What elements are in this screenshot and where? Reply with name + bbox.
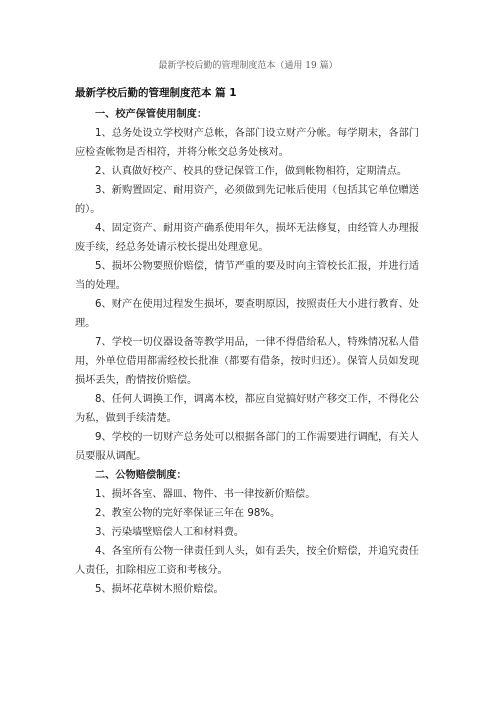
paragraph: 2、教室公物的完好率保证三年在 98%。	[95, 508, 281, 519]
running-header: 最新学校后勤的管理制度范本（通用 19 篇）	[158, 61, 338, 71]
paragraph: 4、固定资产、耐用资产确系使用年久，损坏无法修复，由经管人办理报废手续，经总务处请示校长提出处理意见。	[75, 223, 419, 253]
document-body	[75, 86, 419, 599]
paragraph: 1、损坏各室、器皿、物件、书一律按新价赔偿。	[95, 489, 316, 500]
paragraph: 1、总务处设立学校财产总帐，各部门设立财产分帐。每学期末，各部门应检查帐物是否相符，并将分帐交总务处核对。	[75, 128, 419, 158]
paragraph: 7、学校一切仪器设备等教学用品，一律不得借给私人，特殊情况私人借用，外单位借用都需经校长批准（都要有借条，按时归还）。保管人员如发现损坏丢失，酌情按价赔偿。	[75, 337, 419, 386]
section-custody	[75, 105, 419, 466]
paragraph: 3、污染墙壁赔偿人工和材料费。	[95, 527, 245, 538]
paragraph: 9、学校的一切财产总务处可以根据各部门的工作需要进行调配，有关人员要服从调配。	[75, 432, 419, 462]
paragraph: 8、任何人调换工作，调离本校，都应自觉搞好财产移交工作，不得化公为私，做到手续清楚。	[75, 394, 419, 424]
document-title: 最新学校后勤的管理制度范本 篇 1	[75, 87, 237, 99]
section-heading: 一、校产保管使用制度：	[95, 109, 208, 120]
paragraph: 4、各室所有公物一律责任到人头，如有丢失，按全价赔偿，并追究责任人责任，扣除相应工资和考核分。	[75, 546, 419, 576]
section-heading: 二、公物赔偿制度：	[95, 470, 187, 481]
paragraph: 2、认真做好校产、校具的登记保管工作，做到帐物相符，定期清点。	[95, 166, 408, 177]
paragraph: 5、损坏花草树木照价赔偿。	[95, 584, 224, 595]
paragraph: 5、损坏公物要照价赔偿，情节严重的要及时向主管校长汇报，并进行适当的处理。	[75, 261, 419, 291]
section-compensation	[75, 466, 419, 599]
paragraph: 6、财产在使用过程发生损坏，要查明原因，按照责任大小进行教育、处理。	[75, 299, 419, 329]
paragraph: 3、新购置固定、耐用资产，必须做到先记帐后使用（包括其它单位赠送的）。	[75, 185, 419, 215]
